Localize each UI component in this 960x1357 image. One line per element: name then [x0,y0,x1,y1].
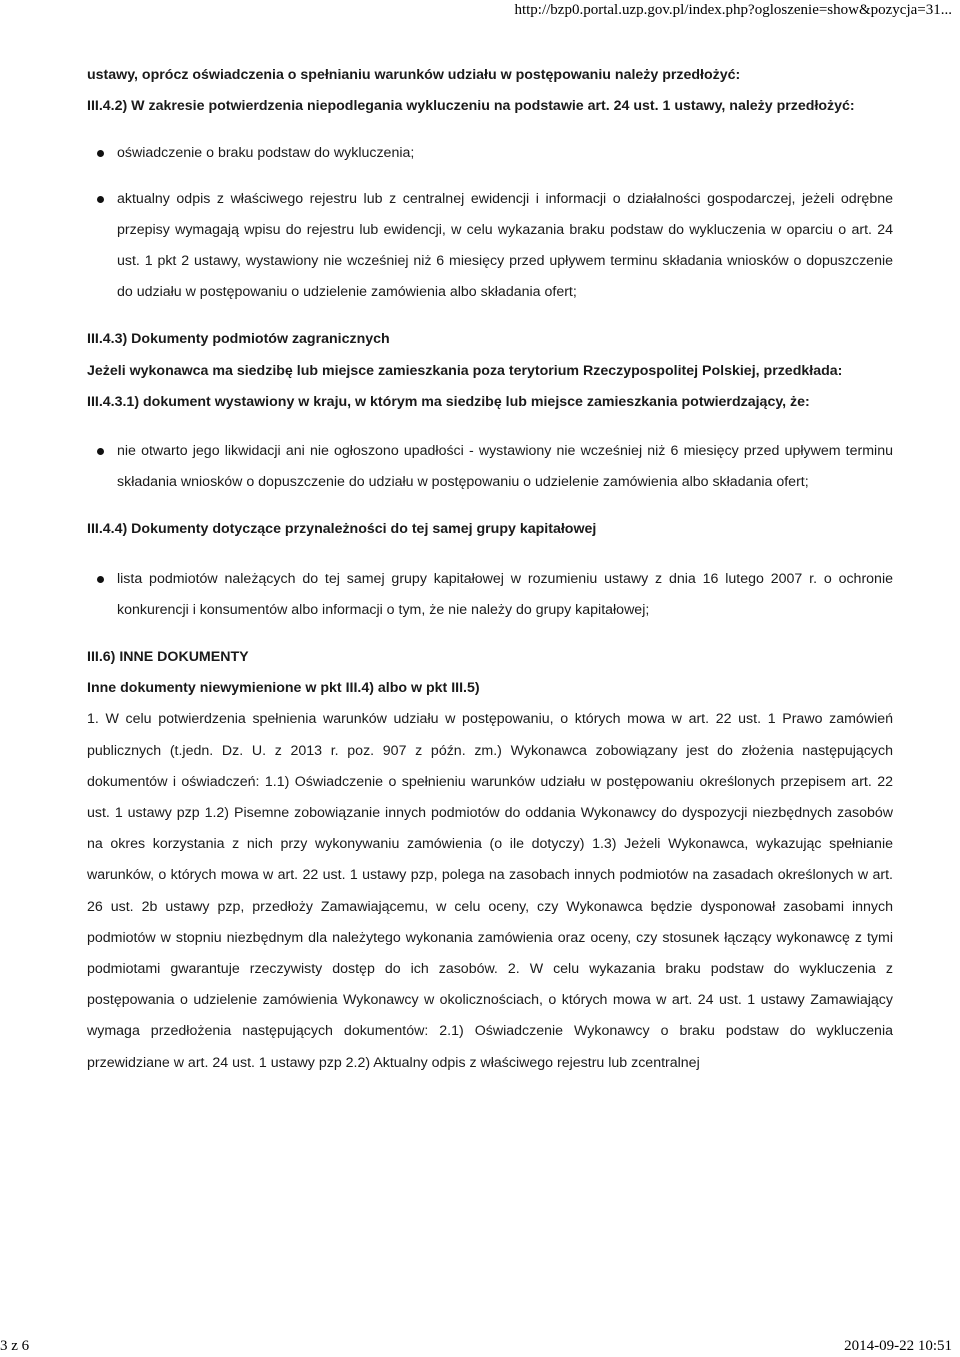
section-4-2-heading: III.4.2) W zakresie potwierdzenia niepodlegania wykluczeniu na podstawie art. 24 ust. 1 ustawy, należy przedłożyć: [87,98,855,115]
section-4-2-list [87,138,893,308]
section-4-3-1-heading: III.4.3.1) dokument wystawiony w kraju, w którym ma siedzibę lub miejsce zamieszkania potwierdzający, że: [87,393,810,410]
document-body [87,60,893,1079]
bullet-icon [97,576,104,583]
section-4-4-heading: III.4.4) Dokumenty dotyczące przynależności do tej samej grupy kapitałowej [87,521,597,538]
section-4-4-list [87,564,893,626]
section-4-3-sub: Jeżeli wykonawca ma siedzibę lub miejsce zamieszkania poza terytorium Rzeczypospolitej Polskiej, przedkłada: [87,362,843,379]
bullet-icon [97,150,104,157]
section-6-body: 1. W celu potwierdzenia spełnienia warunków udziału w postępowaniu, o których mowa w art. 22 ust. 1 Prawo zamówień publicznych (t.jedn. Dz. U. z 2013 r. poz. 907 z późn. zm.) Wykonawca zobowiązany jest do złożenia następujących dokumentów i oświadczeń: 1.1) Oświadczenie o spełnieniu warunków udziału w postępowaniu określonych przepisem art. 22 ust. 1 ustawy pzp 1.2) Pisemne zobowiązanie innych podmiotów do oddania Wykonawcy do dyspozycji niezbędnych zasobów na okres korzystania z nich przy wykonywaniu zamówienia (o ile dotyczy) 1.3) Jeżeli Wykonawca, wykazując spełnianie warunków, o których mowa w art. 22 ust. 1 ustawy pzp, polega na zasobach innych podmiotów na zasadach określonych w art. 26 ust. 2b ustawy pzp, przedłoży Zamawiającemu, w celu oceny, czy Wykonawca będzie dysponował zasobami innych podmiotów w stopniu niezbędnym dla należytego wykonania zamówienia oraz oceny, czy stosunek łączący wykonawcę z tymi podmiotami gwarantuje rzeczywisty dostęp do ich zasobów. 2. W celu wykazania braku podstaw do wykluczenia z postępowania o udzielenie zamówienia Wykonawcy w okolicznościach, o których mowa w art. 24 ust. 1 ustawy Zamawiający wymaga przedłożenia następujących dokumentów: 2.1) Oświadczenie Wykonawcy o braku podstaw do wykluczenia przewidziane w art. 24 ust. 1 ustawy pzp 2.2) Aktualny odpis z właściwego rejestru lub zcentralnej [87,711,893,1071]
list-item: nie otwarto jego likwidacji ani nie ogłoszono upadłości - wystawiony nie wcześniej niż 6 miesięcy przed upływem terminu składania wniosków o dopuszczenie do udziału w postępowaniu o udzielenie zamówienia albo składania ofert; [87,436,893,498]
bullet-icon [97,196,104,203]
intro-line: ustawy, oprócz oświadczenia o spełnianiu warunków udziału w postępowaniu należy przedłożyć: [87,67,741,83]
section-4-3-1-list [87,436,893,498]
list-item: oświadczenie o braku podstaw do wykluczenia; [87,138,893,169]
section-6-sub: Inne dokumenty niewymienione w pkt III.4) albo w pkt III.5) [87,680,480,697]
print-datetime: 2014-09-22 10:51 [844,1338,952,1354]
bullet-icon [97,448,104,455]
section-4-3-heading: III.4.3) Dokumenty podmiotów zagranicznych [87,331,390,348]
page-url: http://bzp0.portal.uzp.gov.pl/index.php?ogloszenie=show&pozycja=31... [514,2,952,18]
list-item: lista podmiotów należących do tej samej grupy kapitałowej w rozumieniu ustawy z dnia 16 lutego 2007 r. o ochronie konkurencji i konsumentów albo informacji o tym, że nie należy do grupy kapitałowej; [87,564,893,626]
list-item: aktualny odpis z właściwego rejestru lub z centralnej ewidencji i informacji o działalności gospodarczej, jeżeli odrębne przepisy wymagają wpisu do rejestru lub ewidencji, w celu wykazania braku podstaw do wykluczenia w oparciu o art. 24 ust. 1 pkt 2 ustawy, wystawiony nie wcześniej niż 6 miesięcy przed upływem terminu składania wniosków o dopuszczenie do udziału w postępowaniu o udzielenie zamówienia albo składania ofert; [87,184,893,309]
page-number: 3 z 6 [0,1338,30,1354]
section-6-heading: III.6) INNE DOKUMENTY [87,649,249,666]
